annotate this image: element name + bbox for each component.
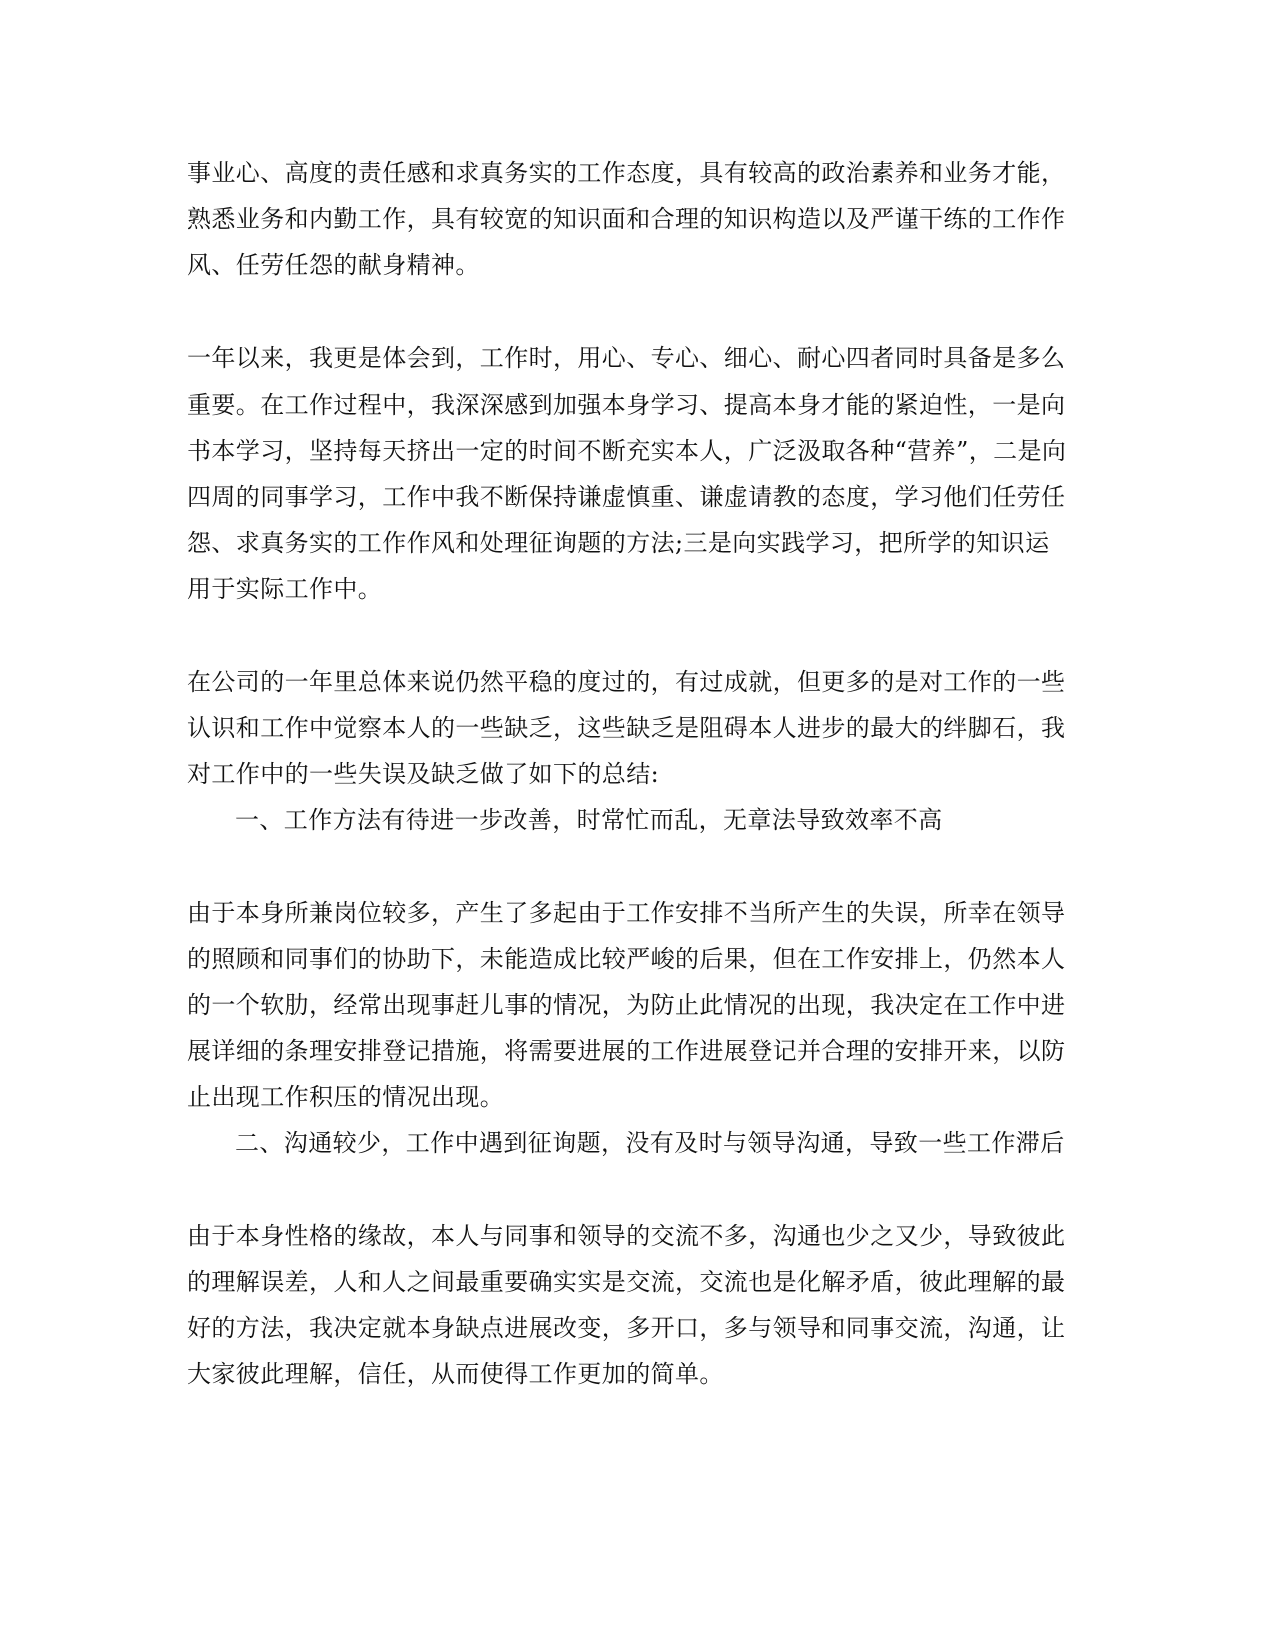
text-line: 认识和工作中觉察本人的一些缺乏，这些缺乏是阻碍本人进步的最大的绊脚石，我	[187, 714, 1066, 742]
text-line: 由于本身所兼岗位较多，产生了多起由于工作安排不当所产生的失误，所幸在领导	[187, 899, 1066, 927]
text-line: 对工作中的一些失误及缺乏做了如下的总结:	[187, 760, 660, 788]
section-heading: 一、工作方法有待进一步改善，时常忙而乱，无章法导致效率不高	[235, 806, 943, 834]
text-line: 止出现工作积压的情况出现。	[187, 1083, 505, 1111]
text-line: 一年以来，我更是体会到，工作时，用心、专心、细心、耐心四者同时具备是多么	[187, 344, 1066, 372]
text-line: 在公司的一年里总体来说仍然平稳的度过的，有过成就，但更多的是对工作的一些	[187, 668, 1066, 696]
text-line: 的理解误差，人和人之间最重要确实实是交流，交流也是化解矛盾，彼此理解的最	[187, 1268, 1066, 1296]
text-line: 熟悉业务和内勤工作，具有较宽的知识面和合理的知识构造以及严谨干练的工作作	[187, 205, 1066, 233]
text-line: 四周的同事学习，工作中我不断保持谦虚慎重、谦虚请教的态度，学习他们任劳任	[187, 483, 1066, 511]
text-line: 展详细的条理安排登记措施，将需要进展的工作进展登记并合理的安排开来，以防	[187, 1037, 1066, 1065]
text-line: 大家彼此理解，信任，从而使得工作更加的简单。	[187, 1360, 724, 1388]
text-line: 风、任劳任怨的献身精神。	[187, 251, 480, 279]
text-line: 书本学习，坚持每天挤出一定的时间不断充实本人，广泛汲取各种“营养”，二是向	[187, 437, 1067, 465]
text-line: 的照顾和同事们的协助下，未能造成比较严峻的后果，但在工作安排上，仍然本人	[187, 945, 1066, 973]
text-line: 重要。在工作过程中，我深深感到加强本身学习、提高本身才能的紧迫性，一是向	[187, 391, 1066, 419]
text-line: 的一个软肋，经常出现事赶儿事的情况，为防止此情况的出现，我决定在工作中进	[187, 991, 1066, 1019]
document-page	[187, 0, 1087, 1650]
text-line: 用于实际工作中。	[187, 575, 383, 603]
section-heading: 二、沟通较少，工作中遇到征询题，没有及时与领导沟通，导致一些工作滞后	[235, 1129, 1065, 1157]
text-line: 好的方法，我决定就本身缺点进展改变，多开口，多与领导和同事交流，沟通，让	[187, 1314, 1066, 1342]
text-line: 事业心、高度的责任感和求真务实的工作态度，具有较高的政治素养和业务才能，	[187, 159, 1066, 187]
text-line: 怨、求真务实的工作作风和处理征询题的方法;三是向实践学习，把所学的知识运	[187, 529, 1050, 557]
text-line: 由于本身性格的缘故，本人与同事和领导的交流不多，沟通也少之又少，导致彼此	[187, 1222, 1066, 1250]
